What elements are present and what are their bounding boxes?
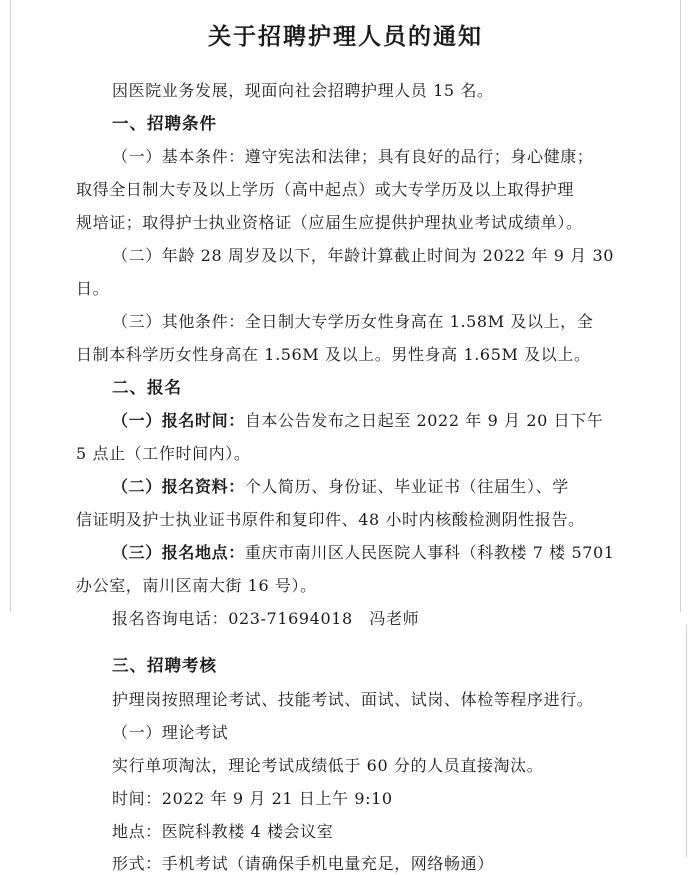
age-condition-line: （二）年龄 28 周岁及以下，年龄计算截止时间为 2022 年 9 月 30 [112,246,615,265]
section-heading-assessment: 三、招聘考核 [112,656,217,675]
page-border-left [10,0,11,612]
assessment-line: 护理岗按照理论考试、技能考试、面试、试岗、体检等程序进行。 [112,690,594,709]
registration-docs-line: 信证明及护士执业证书原件和复印件、48 小时内核酸检测阴性报告。 [76,510,585,529]
assessment-line: 时间：2022 年 9 月 21 日上午 9:10 [112,789,393,808]
registration-place-text: 重庆市南川区人民医院人事科（科教楼 7 楼 5701 [244,543,615,562]
registration-time-text: 自本公告发布之日起至 2022 年 9 月 20 日下午 [244,411,604,430]
registration-docs-label: （二）报名资料： [112,477,245,496]
age-condition-line: 日。 [76,279,110,298]
assessment-line: 形式：手机考试（请确保手机电量充足，网络畅通） [112,854,494,873]
registration-time-line: 5 点止（工作时间内）。 [76,444,251,463]
registration-docs-text: 个人简历、身份证、毕业证书（往届生）、学 [244,477,569,496]
basic-conditions-line: 规培证；取得护士执业资格证（应届生应提供护理执业考试成绩单）。 [76,213,583,232]
other-conditions-line: 日制本科学历女性身高在 1.56M 及以上。男性身高 1.65M 及以上。 [76,345,591,364]
page-border-right [680,0,681,612]
registration-place-line [112,542,615,564]
registration-place-line: 办公室，南川区南大街 16 号）。 [76,576,317,595]
registration-time-label: （一）报名时间： [112,411,245,430]
basic-conditions-line: （一）基本条件：遵守宪法和法律；具有良好的品行；身心健康； [112,147,594,166]
registration-time-line [112,410,603,432]
section-heading-registration: 二、报名 [112,378,182,397]
section-heading-conditions: 一、招聘条件 [112,114,217,133]
assessment-line: （一）理论考试 [112,723,229,742]
page-border-right-lower [686,625,687,857]
registration-place-label: （三）报名地点： [112,543,245,562]
assessment-line: 地点：医院科教楼 4 楼会议室 [112,822,334,841]
other-conditions-line: （三）其他条件：全日制大专学历女性身高在 1.58M 及以上，全 [112,312,594,331]
document-title: 关于招聘护理人员的通知 [208,24,483,50]
assessment-line: 实行单项淘汰，理论考试成绩低于 60 分的人员直接淘汰。 [112,756,544,775]
intro-paragraph: 因医院业务发展，现面向社会招聘护理人员 15 名。 [112,81,494,100]
registration-docs-line [112,476,569,498]
basic-conditions-line: 取得全日制大专及以上学历（高中起点）或大专学历及以上取得护理 [76,180,575,199]
contact-phone-line: 报名咨询电话：023-71694018 冯老师 [112,609,420,628]
